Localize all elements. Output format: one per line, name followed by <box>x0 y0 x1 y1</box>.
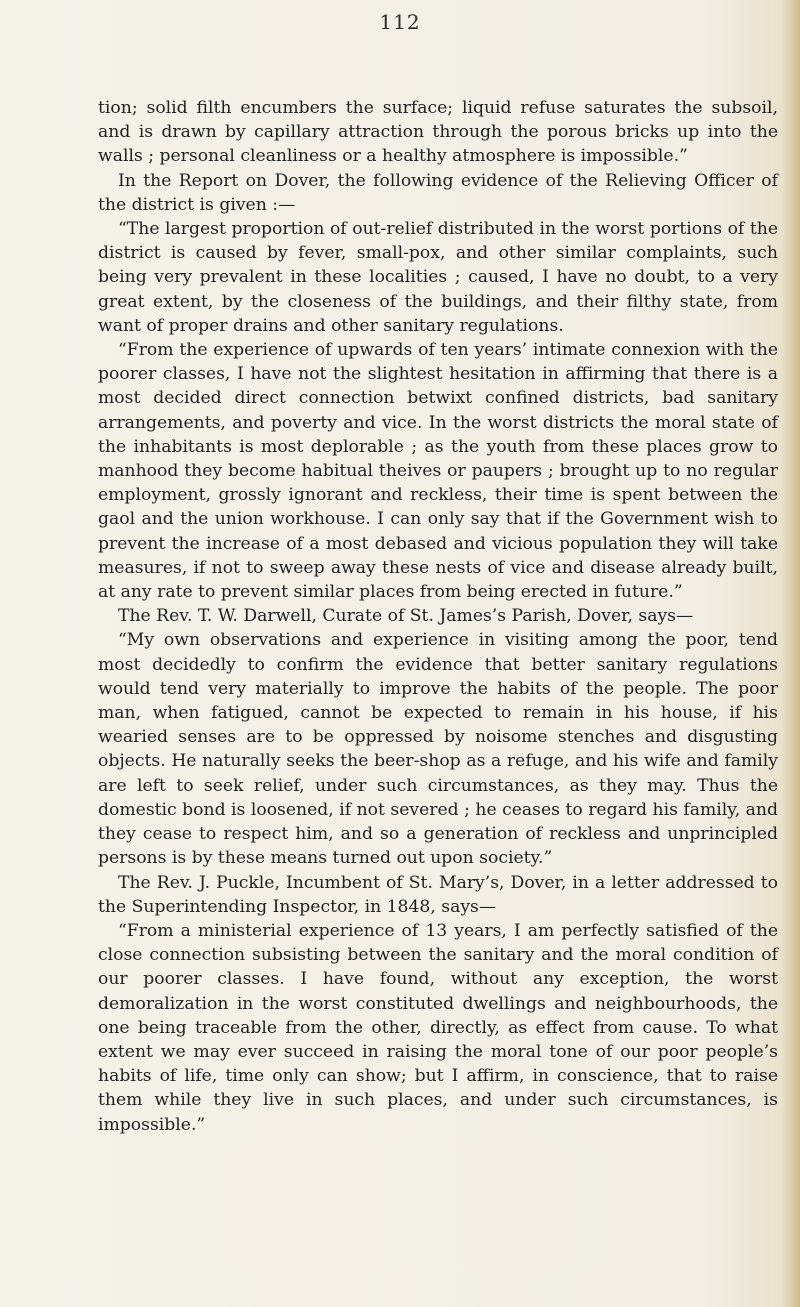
paragraph-out-relief-quote: “The largest proportion of out-relief distributed in the worst portions of the district is caused by fever, small-pox, and other similar complaints, such being very prevalent in these localities ; caused, I have no doubt, to a very great extent, by the closeness of the buildings, and their filthy state, from want of proper drains and other sanitary regulations. <box>98 219 778 336</box>
page-number: 112 <box>379 10 421 34</box>
paragraph-experience-quote: “From the experience of upwards of ten years’ intimate connexion with the poorer classes, I have not the slightest hesitation in affirming that there is a most decided direct connection betwixt confined districts, bad sanitary arrangements, and poverty and vice. In the worst districts the moral state of the inhabitants is most deplorable ; as the youth from these places grow to manhood they become habitual theives or paupers ; brought up to no regular employment, grossly ignorant and reckless, their time is spent between the gaol and the union workhouse. I can only say that if the Government wish to prevent the increase of a most debased and vicious population they will take measures, if not to sweep away these nests of vice and disease already built, at any rate to prevent similar places from being erected in future.” <box>98 340 778 603</box>
paragraph-puckle-intro: The Rev. J. Puckle, Incumbent of St. Mary’s, Dover, in a letter addressed to the Superintending Inspector, in 1848, says— <box>98 872 778 917</box>
paragraph-darwell-intro: The Rev. T. W. Darwell, Curate of St. James’s Parish, Dover, says— <box>118 606 694 627</box>
paragraph-dover-report-intro: In the Report on Dover, the following evidence of the Relieving Officer of the district is given :— <box>98 170 778 215</box>
paragraph-darwell-quote: “My own observations and experience in visiting among the poor, tend most decidedly to confirm the evidence that better sanitary regulations would tend very materially to improve the habits of the people. The poor man, when fatigued, cannot be expected to remain in his house, if his wearied senses are to be oppressed by noisome stenches and disgusting objects. He naturally seeks the beer-shop as a refuge, and his wife and family are left to seek relief, under such circumstances, as they may. Thus the domestic bond is loosened, if not severed ; he ceases to regard his family, and they cease to respect him, and so a generation of reckless and unprincipled persons is by these means turned out upon society.” <box>98 630 778 869</box>
body-text <box>98 96 778 1137</box>
page-edge-shading <box>782 0 800 1307</box>
paragraph-continuation: tion; solid filth encumbers the surface; liquid refuse saturates the subsoil, and is drawn by capillary attraction through the porous bricks up into the walls ; personal cleanliness or a healthy atmosphere is impossible.” <box>98 98 778 167</box>
paragraph-puckle-quote: “From a ministerial experience of 13 years, I am perfectly satisfied of the close connection subsisting between the sanitary and the moral condition of our poorer classes. I have found, without any exception, the worst demoralization in the worst constituted dwellings and neighbourhoods, the one being traceable from the other, directly, as effect from cause. To what extent we may ever succeed in raising the moral tone of our poor people’s habits of life, time only can show; but I affirm, in conscience, that to raise them while they live in such places, and under such circumstances, is impossible.” <box>98 920 778 1135</box>
